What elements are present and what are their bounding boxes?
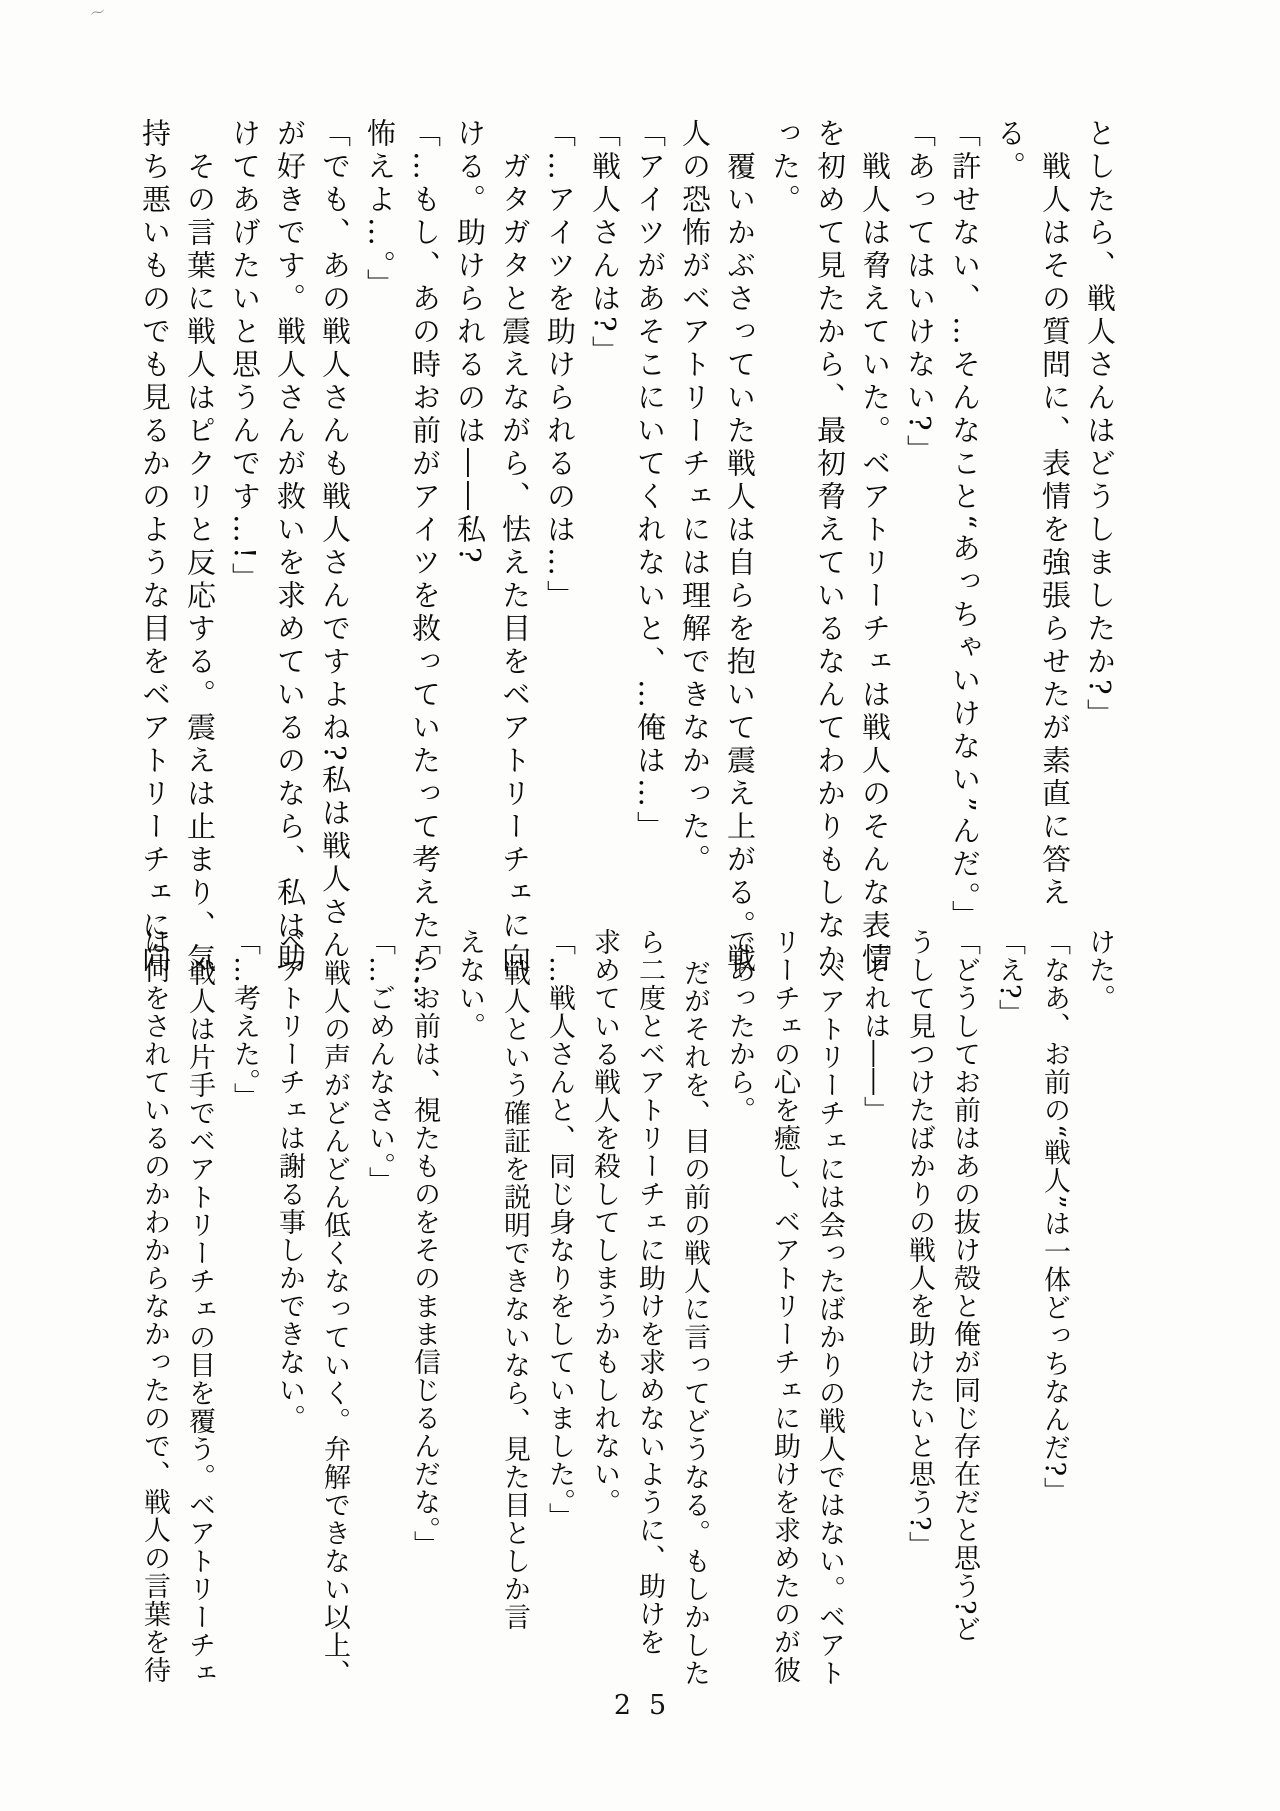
text-column: 「アイツがあそこにいてくれないと、…俺は…」 xyxy=(633,118,667,844)
text-column: る。 xyxy=(993,118,1027,184)
text-column: ベアトリーチェは謝る事しかできない。 xyxy=(274,928,305,1432)
text-column: 「なあ、お前の“戦人”は一体どっちなんだ?」 xyxy=(1039,928,1070,1506)
text-column: けてあげたいと思うんです…!」 xyxy=(228,118,262,596)
text-column: 「あってはいけない?」 xyxy=(903,118,937,468)
text-column: だがそれを、目の前の戦人に言ってどうなる。もしかした xyxy=(679,959,710,1688)
text-column: 戦人は片手でベアトリーチェの目を覆う。ベアトリーチェ xyxy=(184,959,215,1688)
text-column: 「許せない、…そんなこと“あっちゃいけない”んだ。」 xyxy=(948,118,982,934)
text-column: 「それは――」 xyxy=(859,928,890,1124)
text-column: 人の恐怖がベアトリーチェには理解できなかった。 xyxy=(678,118,712,877)
text-column: ける。助けられるのは――私? xyxy=(453,118,487,567)
text-column: としたら、戦人さんはどうしましたか?」 xyxy=(1083,118,1117,732)
text-column: えない。 xyxy=(454,928,485,1040)
text-block-bottom xyxy=(128,928,1122,1688)
text-column: 戦人という確証を説明できないなら、見た目としか言 xyxy=(499,959,530,1632)
text-column: 戦人はその質問に、表情を強張らせたが素直に答え xyxy=(1038,151,1072,911)
text-column: 「…お前は、視たものをそのまま信じるんだな。」 xyxy=(409,928,440,1559)
text-column: 「…ごめんなさい。」 xyxy=(364,928,395,1195)
text-column: うして見つけたばかりの戦人を助けたいと思う?」 xyxy=(904,928,935,1560)
text-column: 覆いかぶさっていた戦人は自らを抱いて震え上がる。戦 xyxy=(723,151,757,977)
text-column: 「…アイツを助けられるのは…」 xyxy=(543,118,577,613)
text-column: 持ち悪いものでも見るかのような目をベアトリーチェに向 xyxy=(138,118,172,976)
text-column: 「え?」 xyxy=(994,928,1025,1028)
text-column: が好きです。戦人さんが救いを求めているのなら、私は助 xyxy=(273,118,307,976)
text-column: を初めて見たから、最初脅えているなんてわかりもしなか xyxy=(813,118,847,976)
text-column: 怖えよ…。」 xyxy=(363,118,397,302)
text-column: ら二度とベアトリーチェに助けを求めないように、助けを xyxy=(634,928,665,1656)
text-column: 「でも、あの戦人さんも戦人さんですよね?私は戦人さん xyxy=(318,118,352,963)
text-column: 「…考えた。」 xyxy=(229,928,260,1111)
text-column: ガタガタと震えながら、怯えた目をベアトリーチェに向 xyxy=(498,151,532,977)
text-column: ベアトリーチェには会ったばかりの戦人ではない。ベアト xyxy=(814,959,845,1688)
text-column: 戦人は脅えていた。ベアトリーチェは戦人のそんな表情 xyxy=(858,151,892,977)
text-column: った。 xyxy=(768,118,802,217)
text-column: その言葉に戦人はピクリと反応する。震えは止まり、気 xyxy=(183,151,217,977)
text-column: リーチェの心を癒し、ベアトリーチェに助けを求めたのが彼 xyxy=(769,928,800,1684)
page-number: 25 xyxy=(613,1690,685,1721)
text-column: 「…戦人さんと、同じ身なりをしていました。」 xyxy=(544,928,575,1531)
text-column: けた。 xyxy=(1084,928,1115,1012)
text-column: 戦人の声がどんどん低くなっていく。弁解できない以上、 xyxy=(319,959,350,1688)
text-column: は何をされているのかわからなかったので、戦人の言葉を待 xyxy=(139,928,170,1684)
text-column: 「戦人さんは?」 xyxy=(588,118,622,369)
text-column: 「…もし、あの時お前がアイツを救っていたって考えたら… xyxy=(408,118,442,1009)
text-column: 求めている戦人を殺してしまうかもしれない。 xyxy=(589,928,620,1516)
text-column: であったから。 xyxy=(724,928,755,1124)
text-column: 「どうしてお前はあの抜け殻と俺が同じ存在だと思う?ど xyxy=(949,928,980,1644)
scan-artifact-mark: 〜 xyxy=(87,2,108,24)
